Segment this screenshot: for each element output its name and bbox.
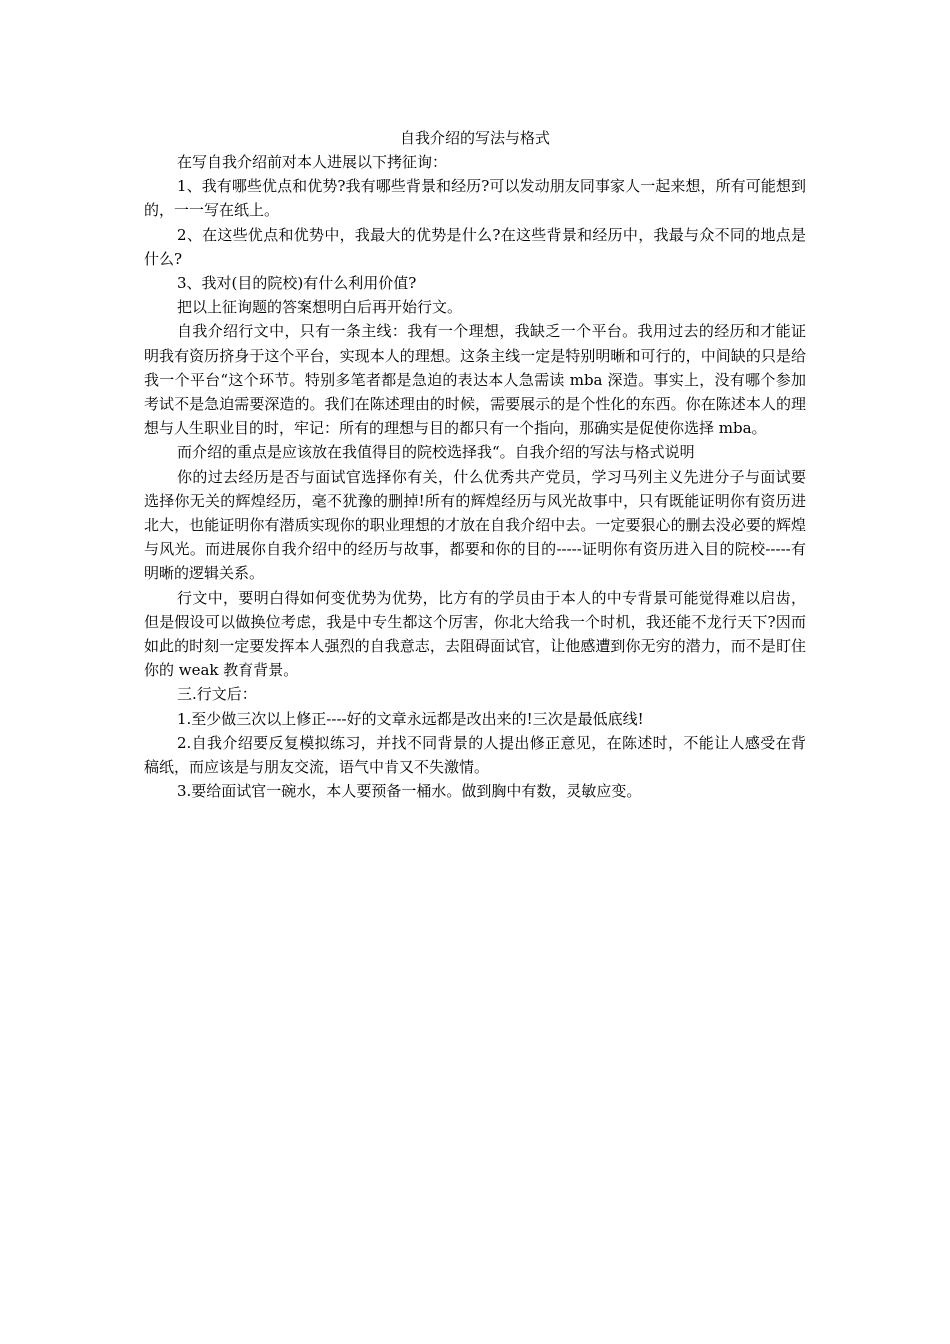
paragraph-tip-3: 3.要给面试官一碗水，本人要预备一桶水。做到胸中有数，灵敏应变。	[177, 782, 642, 801]
paragraph-question-3: 3、我对(目的院校)有什么利用价值?	[177, 274, 417, 293]
paragraph-begin-writing: 把以上征询题的答案想明白后再开始行文。	[177, 298, 463, 317]
paragraph-tip-2: 2.自我介绍要反复模拟练习，并找不同背景的人提出修正意见，在陈述时，不能让人感受在背稿纸，而应该是与朋友交流，语气中肯又不失激情。	[144, 733, 806, 777]
paragraph-section-after-writing: 三.行文后：	[177, 685, 257, 704]
document-title: 自我介绍的写法与格式	[399, 129, 550, 147]
paragraph-question-1: 1、我有哪些优点和优势?我有哪些背景和经历?可以发动朋友同事家人一起来想，所有可能想到的，一一写在纸上。	[144, 177, 806, 220]
paragraph-past-experience: 你的过去经历是否与面试官选择你有关，什么优秀共产党员，学习马列主义先进分子与面试要选择你无关的辉煌经历，毫不犹豫的删掉!所有的辉煌经历与风光故事中，只有既能证明你有资历进北大，也能证明你有潜质实现你的职业理想的才放在自我介绍中去。一定要狠心的删去没必要的辉煌与风光。而进展你自我介绍中的经历与故事，都要和你的目的-----证明你有资历进入目的院校-----有明晰的逻辑关系。	[144, 467, 806, 583]
paragraph-question-2: 2、在这些优点和优势中，我最大的优势是什么?在这些背景和经历中，我最与众不同的地点是什么?	[144, 225, 806, 268]
paragraph-intro: 在写自我介绍前对本人进展以下拷征询：	[177, 153, 448, 171]
paragraph-writing-strategy: 行文中，要明白得如何变优势为优势，比方有的学员由于本人的中专背景可能觉得难以启齿，但是假设可以做换位考虑，我是中专生都这个厉害，你北大给我一个时机，我还能不龙行天下?因而如此的时刻一定要发挥本人强烈的自我意志，去阻碍面试官，让他感遭到你无穷的潜力，而不是盯住你的 weak 教育背景。	[144, 588, 806, 680]
paragraph-tip-1: 1.至少做三次以上修正----好的文章永远都是改出来的!三次是最低底线!	[177, 709, 644, 728]
document-page	[144, 126, 806, 803]
paragraph-focus: 而介绍的重点是应该放在我值得目的院校选择我“。自我介绍的写法与格式说明	[177, 443, 695, 462]
paragraph-main-thread: 自我介绍行文中，只有一条主线：我有一个理想，我缺乏一个平台。我用过去的经历和才能证明我有资历挤身于这个平台，实现本人的理想。这条主线一定是特别明晰和可行的，中间缺的只是给我一个平台“这个环节。特别多笔者都是急迫的表达本人急需读 mba 深造。事实上，没有哪个参加考试不是急迫需要深造的。我们在陈述理由的时候，需要展示的是个性化的东西。你在陈述本人的理想与人生职业目的时，牢记：所有的理想与目的都只有一个指向，那确实是促使你选择 mba。	[144, 322, 806, 438]
